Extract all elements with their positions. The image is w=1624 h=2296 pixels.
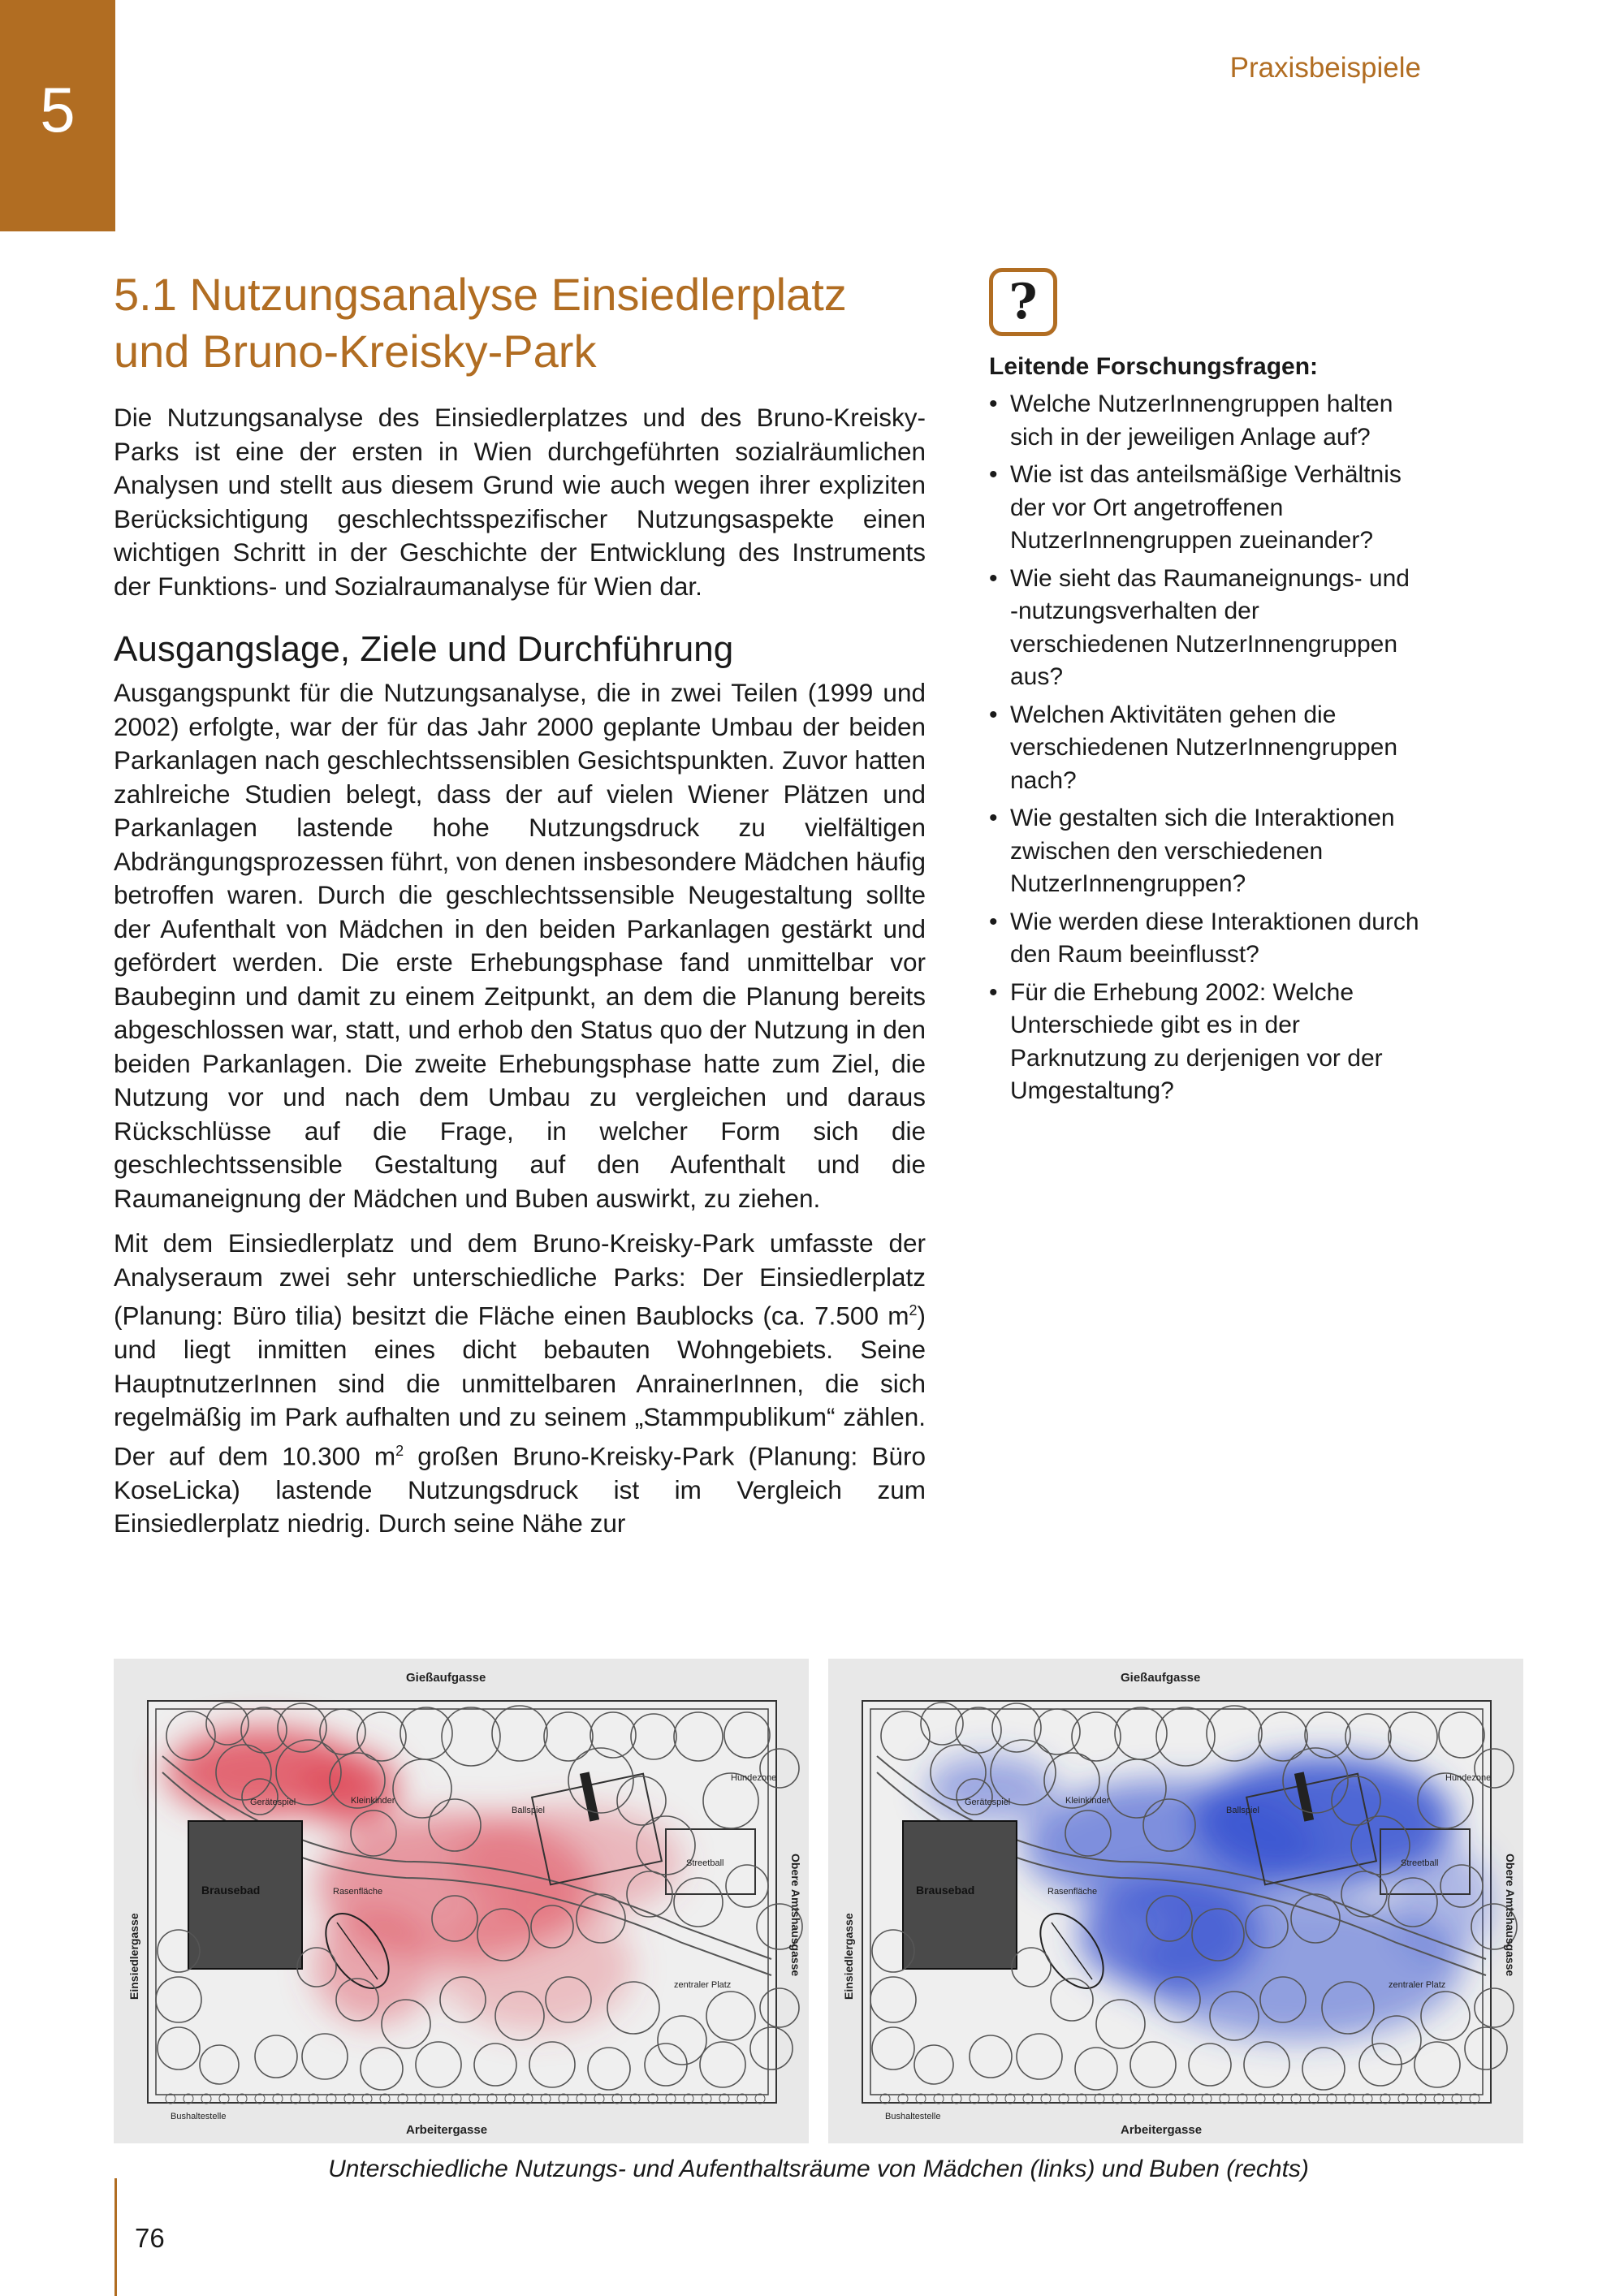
- question-icon: ?: [989, 268, 1057, 336]
- map-label: Obere Amtshausgasse: [1504, 1854, 1517, 1977]
- page-number: 76: [135, 2223, 165, 2253]
- section-heading: Ausgangslage, Ziele und Durchführung: [114, 629, 734, 669]
- footer-rule: [114, 2178, 117, 2296]
- question-item: • Wie ist das anteilsmäßige Verhältnis der vor Ort angetroffenen NutzerInnengruppen zueinander?: [989, 459, 1419, 558]
- map-label: Hundezone: [1445, 1773, 1492, 1783]
- usage-area: [438, 1902, 633, 2032]
- research-questions-box: [989, 268, 1419, 1113]
- map-label: Arbeitergasse: [406, 2123, 488, 2137]
- intro-paragraph: Die Nutzungsanalyse des Einsiedlerplatzes und des Bruno-Kreisky-Parks ist eine der ersten in Wien durchgeführten sozialräumlichen Analysen und stellt aus diesem Grund wie auch wegen ihrer expliziten Berücksichtigung geschlechtsspezifischer Nutzungsaspekte einen wichtigen Schritt in der Geschichte der Entwicklung des Instruments der Funktions- und Sozialraumanalyse für Wien dar.: [114, 403, 926, 601]
- question-item: • Wie werden diese Interaktionen durch den Raum beeinflusst?: [989, 906, 1419, 972]
- paragraph-2-part-a: Mit dem Einsiedlerplatz und dem Bruno-Kreisky-Park umfasste der Analyseraum zwei sehr unterschiedliche Parks: Der Einsiedlerplatz (Planung: Büro tilia) besitzt die Fläche einen Baublocks (ca. 7.500 m: [114, 1228, 926, 1331]
- chapter-number: 5: [40, 74, 76, 145]
- title-line-2: und Bruno-Kreisky-Park: [114, 326, 597, 377]
- map-label: Bushaltestelle: [885, 2112, 941, 2121]
- map-label: Gerätespiel: [250, 1798, 296, 1807]
- map-label: Brausebad: [201, 1884, 261, 1897]
- map-boys: [828, 1659, 1523, 2143]
- question-item: • Welchen Aktivitäten gehen die verschiedenen NutzerInnengruppen nach?: [989, 699, 1419, 798]
- map-label: Ballspiel: [1226, 1806, 1259, 1815]
- paragraph-2: [114, 1227, 926, 1541]
- map-label: Brausebad: [916, 1884, 975, 1897]
- map-label: Rasenfläche: [1047, 1887, 1098, 1897]
- map-label: Gerätespiel: [965, 1798, 1011, 1807]
- figure-caption: Unterschiedliche Nutzungs- und Aufenthaltsräume von Mädchen (links) und Buben (rechts): [328, 2156, 1309, 2182]
- section-body: [114, 676, 926, 1541]
- usage-area: [313, 1910, 434, 2024]
- superscript-2: 2: [395, 1442, 404, 1459]
- map-label: Gießaufgasse: [406, 1671, 486, 1685]
- superscript-1: 2: [909, 1302, 918, 1318]
- main-column: [114, 266, 926, 1541]
- map-girls: [114, 1659, 809, 2143]
- map-label: Einsiedlergasse: [842, 1913, 855, 2000]
- research-questions-heading: Leitende Forschungsfragen:: [989, 353, 1319, 380]
- map-label: Bushaltestelle: [171, 2112, 227, 2121]
- map-label: Streetball: [686, 1858, 724, 1868]
- park-maps: [114, 1659, 1523, 2143]
- running-head: Praxisbeispiele: [1229, 52, 1421, 84]
- map-label: Einsiedlergasse: [127, 1913, 140, 2000]
- question-item: • Wie sieht das Raumaneignungs- und -nutzungsverhalten der verschiedenen NutzerInnengruppen aus?: [989, 563, 1419, 694]
- research-questions-list: [989, 388, 1419, 1108]
- map-label: Gießaufgasse: [1121, 1671, 1201, 1685]
- map-label: Kleinkinder: [351, 1796, 395, 1806]
- map-label: Arbeitergasse: [1121, 2123, 1203, 2137]
- intro-block: [114, 401, 926, 603]
- park-map-svg: [828, 1659, 1523, 2143]
- question-item: • Für die Erhebung 2002: Welche Unterschiede gibt es in der Parknutzung zu derjenigen vor der Umgestaltung?: [989, 977, 1419, 1108]
- map-label: zentraler Platz: [674, 1980, 732, 1990]
- question-item: • Wie gestalten sich die Interaktionen zwischen den verschiedenen NutzerInnengruppen?: [989, 802, 1419, 901]
- question-item: • Welche NutzerInnengruppen halten sich in der jeweiligen Anlage auf?: [989, 388, 1419, 454]
- map-label: Kleinkinder: [1065, 1796, 1110, 1806]
- title-line-1: 5.1 Nutzungsanalyse Einsiedlerplatz: [114, 269, 847, 320]
- map-label: Obere Amtshausgasse: [789, 1854, 802, 1977]
- paragraph-1: Ausgangspunkt für die Nutzungsanalyse, die in zwei Teilen (1999 und 2002) erfolgte, war der für das Jahr 2000 geplante Umbau der beiden Parkanlagen nach geschlechtssensiblen Gesichtspunkten. Zuvor hatten zahlreiche Studien belegt, dass der auf vielen Wiener Plätzen und Parkanlagen lastende hohe Nutzungsdruck zu vielfältigen Abdrängungsprozessen führt, von denen insbesondere Mädchen häufig betroffen waren. Durch die geschlechtssensible Neugestaltung sollte der Aufenthalt von Mädchen in den beiden Parkanlagen gestärkt und gefördert werden. Die erste Erhebungsphase fand unmittelbar vor Baubeginn und damit zu einem Zeitpunkt, an dem die Planung bereits abgeschlossen war, statt, und erhob den Status quo der Nutzung in den beiden Parkanlagen. Die zweite Erhebungsphase hatte zum Ziel, die Nutzung vor und nach dem Umbau zu vergleichen und daraus Rückschlüsse auf die Frage, in welcher Form sich die geschlechtssensible Gestaltung auf den Aufenthalt und die Raumaneignung der Mädchen und Buben auswirkt, zu ziehen.: [114, 678, 926, 1213]
- map-label: Streetball: [1401, 1858, 1439, 1868]
- park-map-svg: [114, 1659, 809, 2143]
- paragraph-2-part-c: großen Bruno-Kreisky-Park (Planung: Büro KoseLicka) lastende Nutzungsdruck ist im Vergleich zum Einsiedlerplatz niedrig. Durch seine Nähe zur: [114, 1441, 926, 1538]
- map-label: zentraler Platz: [1389, 1980, 1446, 1990]
- map-label: Rasenfläche: [333, 1887, 383, 1897]
- map-label: Hundezone: [731, 1773, 777, 1783]
- page-title: [114, 266, 926, 380]
- map-label: Ballspiel: [512, 1806, 545, 1815]
- paragraph-2-part-b: ) und liegt inmitten eines dicht bebauten Wohngebiets. Seine HauptnutzerInnen sind die unmittelbaren AnrainerInnen, die sich regelmäßig im Park aufhalten und zu seinem „Stammpublikum“ zählen. Der auf dem 10.300 m: [114, 1301, 926, 1470]
